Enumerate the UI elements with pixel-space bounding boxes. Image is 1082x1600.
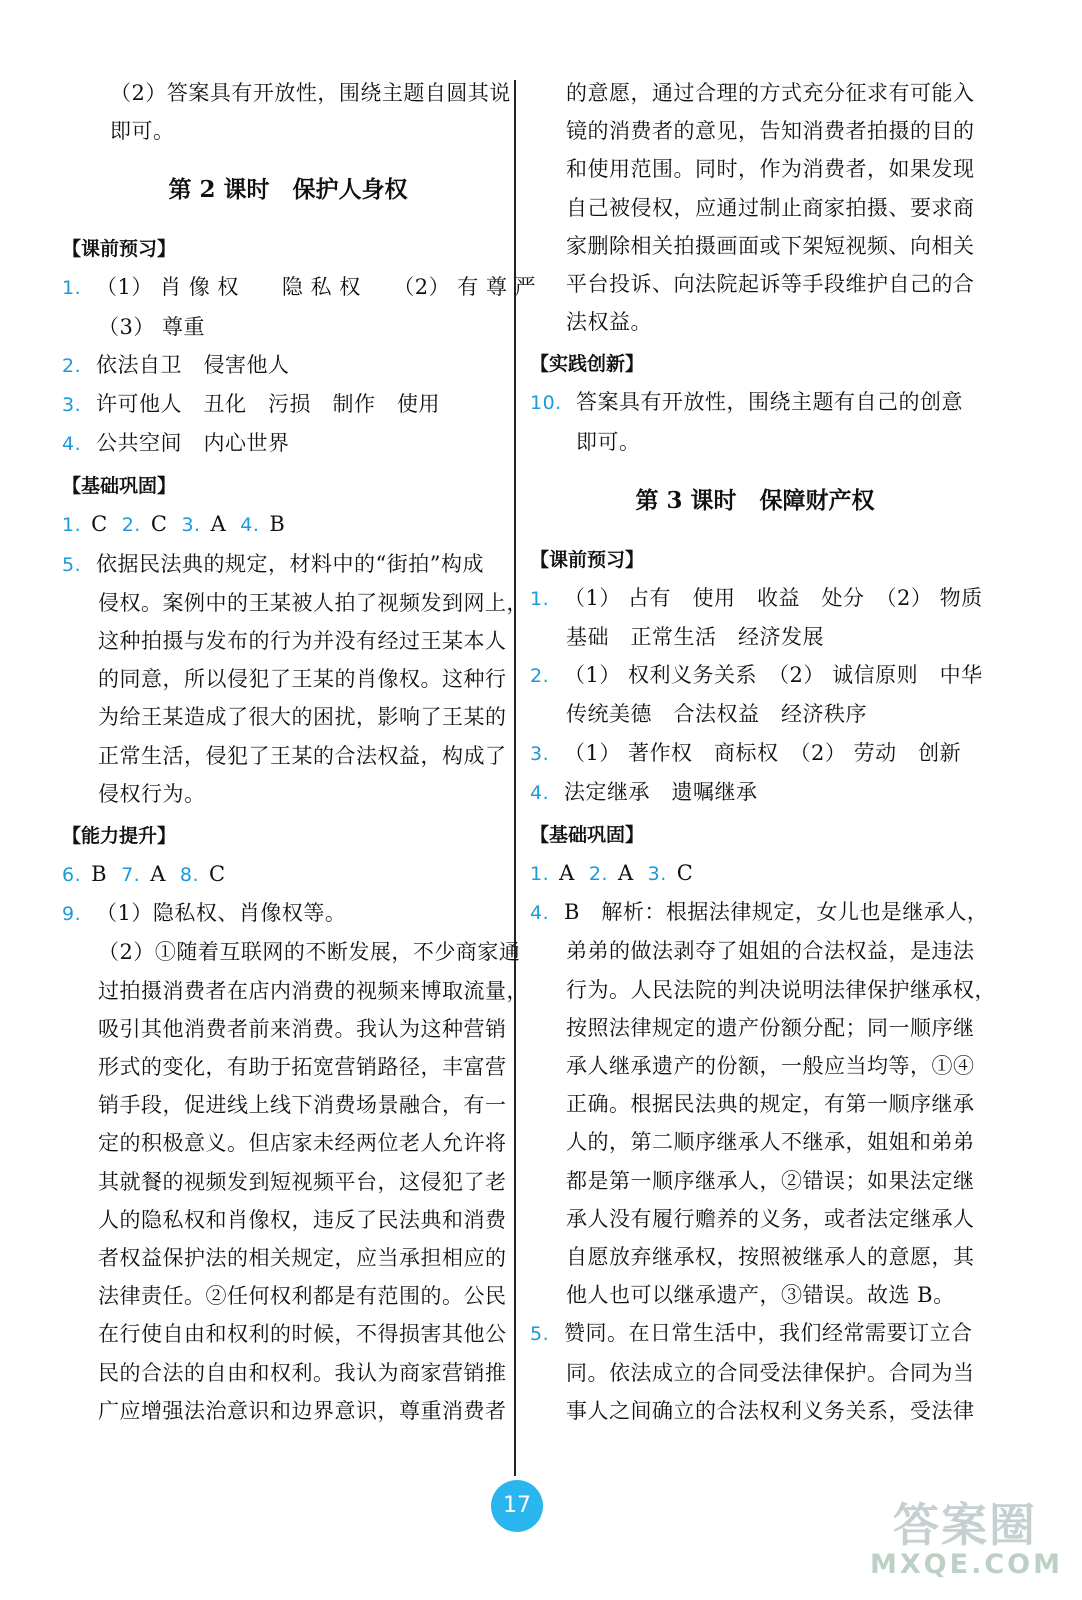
answer-text: 许可他人 丑化 污损 制作 使用	[96, 392, 440, 417]
answer-text: 依据民法典的规定，材料中的“街拍”构成	[96, 551, 484, 576]
question-number: 3.	[647, 863, 667, 886]
answer-text: （1） 占有 使用 收益 处分 （2） 物质	[564, 585, 983, 610]
answer-text: 其就餐的视频发到短视频平台，这侵犯了老	[98, 1169, 507, 1194]
answer-text: 他人也可以继承遗产，③错误。故选 B。	[566, 1283, 955, 1308]
intro-line: 即可。	[110, 119, 175, 144]
answer-text: 家删除相关拍摄画面或下架短视频、向相关	[566, 233, 975, 258]
answer-text: 人的，第二顺序继承人不继承，姐姐和弟弟	[566, 1130, 975, 1155]
lesson-title: 第 2 课时 保护人身权	[168, 176, 408, 204]
answer-text: 答案具有开放性，围绕主题有自己的创意	[576, 390, 963, 415]
section-header: 【能力提升】	[62, 825, 177, 848]
answer-text: 和使用范围。同时，作为消费者，如果发现	[566, 157, 975, 182]
answer-text: 平台投诉、向法院起诉等手段维护自己的合	[566, 272, 975, 297]
answer-text: 民的合法的自由和权利。我认为商家营销推	[98, 1360, 507, 1385]
answer-text: 的同意，所以侵犯了王某的肖像权。这种行	[98, 667, 507, 692]
answer-text: 过拍摄消费者在店内消费的视频来博取流量，	[98, 978, 528, 1003]
question-number: 1.	[62, 277, 82, 300]
answer-row	[62, 855, 514, 894]
question-number: 8.	[179, 864, 200, 887]
answer-text: 法律责任。②任何权利都是有范围的。公民	[98, 1284, 507, 1309]
answer-text: 承人没有履行赡养的义务，或者法定继承人	[566, 1206, 975, 1231]
question-number: 4.	[530, 902, 550, 925]
answer-text: 这种拍摄与发布的行为并没有经过王某本人	[98, 629, 507, 654]
question-number: 3.	[530, 742, 550, 765]
question-number: 2.	[588, 863, 608, 886]
watermark-logo	[870, 1498, 1063, 1580]
page-number-badge: 17	[491, 1480, 543, 1532]
question-number: 2.	[530, 665, 550, 688]
answer-text: 的意愿，通过合理的方式充分征求有可能入	[566, 81, 975, 105]
answer-text: 定的积极意义。但店家未经两位老人允许将	[98, 1131, 507, 1156]
answer-text: 自己被侵权，应通过制止商家拍摄、要求商	[566, 195, 975, 220]
question-number: 3.	[62, 394, 82, 417]
answer-choice: C	[91, 512, 108, 537]
answer-text: 镜的消费者的意见，告知消费者拍摄的目的	[566, 119, 975, 144]
answer-text: 公共空间 内心世界	[96, 431, 290, 456]
question-number: 9.	[62, 903, 82, 926]
question-number: 5.	[530, 1323, 550, 1346]
answer-text: 为给王某造成了很大的困扰，影响了王某的	[98, 705, 507, 730]
answer-choice: C	[676, 861, 694, 886]
answer-text: 广应增强法治意识和边界意识，尊重消费者	[98, 1398, 507, 1423]
answer-text: 在行使自由和权利的时候，不得损害其他公	[98, 1322, 507, 1347]
section-header: 【课前预习】	[62, 238, 177, 261]
question-number: 1.	[530, 863, 550, 886]
question-number: 2.	[62, 354, 82, 377]
answer-row	[62, 505, 514, 544]
question-number: 4.	[240, 514, 260, 537]
answer-text: 法权益。	[566, 310, 652, 335]
answer-choice: A	[210, 512, 227, 537]
answer-choice: B	[91, 862, 108, 887]
intro-line: （2）答案具有开放性，围绕主题自圆其说	[110, 81, 511, 105]
lesson-title: 第 3 课时 保障财产权	[635, 486, 875, 514]
answer-text: （2）①随着互联网的不断发展，不少商家通	[98, 940, 521, 965]
section-header: 【基础巩固】	[62, 475, 177, 498]
answer-text: （1） 权利义务关系 （2） 诚信原则 中华	[564, 663, 983, 688]
answer-text: 承人继承遗产的份额，一般应当均等，①④	[566, 1054, 975, 1079]
answer-text: 法定继承 遗嘱继承	[564, 779, 758, 804]
section-header: 【基础巩固】	[530, 824, 645, 847]
answer-choice: A	[150, 862, 166, 887]
answer-text: 依法自卫 侵害他人	[96, 352, 290, 377]
answer-text: 事人之间确立的合法权利义务关系，受法律	[566, 1398, 975, 1423]
answer-text: 正确。根据民法典的规定，有第一顺序继承	[566, 1092, 975, 1117]
answer-text: （1） 肖 像 权 隐 私 权 （2） 有 尊 严	[96, 275, 537, 300]
right-column	[530, 74, 996, 1430]
question-number: 3.	[181, 514, 201, 537]
question-number: 10.	[530, 392, 562, 415]
answer-text: 侵权。案例中的王某被人拍了视频发到网上，	[98, 590, 528, 615]
answer-text: 行为。人民法院的判决说明法律保护继承权，	[566, 977, 996, 1002]
answer-text: 基础 正常生活 经济发展	[566, 625, 824, 650]
answer-choice: A	[617, 861, 634, 886]
answer-text: 同。依法成立的合同受法律保护。合同为当	[566, 1360, 975, 1385]
left-column	[62, 74, 537, 1430]
answer-text: 销手段，促进线上线下消费场景融合，有一	[98, 1093, 507, 1118]
answer-choice: B	[269, 512, 286, 537]
answer-text: 弟弟的做法剥夺了姐姐的合法权益，是违法	[566, 939, 975, 964]
section-header: 【实践创新】	[530, 353, 645, 376]
answer-text: 吸引其他消费者前来消费。我认为这种营销	[98, 1016, 507, 1041]
question-number: 1.	[530, 587, 550, 610]
watermark-url: MXQE.COM	[870, 1549, 1063, 1580]
answer-text: （1）隐私权、肖像权等。	[96, 901, 347, 926]
question-number: 7.	[121, 864, 141, 887]
answer-text: 按照法律规定的遗产份额分配；同一顺序继	[566, 1015, 975, 1040]
answer-text: 传统美德 合法权益 经济秩序	[566, 702, 867, 727]
answer-choice: C	[150, 512, 168, 537]
answer-text: （3） 尊重	[98, 314, 206, 339]
question-number: 6.	[62, 864, 82, 887]
answer-text: B 解析：根据法律规定，女儿也是继承人，	[564, 900, 989, 925]
answer-text: 者权益保护法的相关规定，应当承担相应的	[98, 1246, 507, 1271]
answer-text: 正常生活，侵犯了王某的合法权益，构成了	[98, 743, 507, 768]
answer-choice: A	[559, 861, 575, 886]
section-header: 【课前预习】	[530, 548, 645, 571]
answer-text: 自愿放弃继承权，按照被继承人的意愿，其	[566, 1245, 975, 1270]
answer-text: 人的隐私权和肖像权，违反了民法典和消费	[98, 1207, 507, 1232]
answer-choice: C	[209, 862, 226, 887]
answer-text: 侵权行为。	[98, 781, 206, 806]
answer-text: 赞同。在日常生活中，我们经常需要订立合	[564, 1321, 973, 1346]
answer-text: 即可。	[576, 429, 641, 454]
answer-row	[530, 854, 980, 893]
question-number: 1.	[62, 514, 82, 537]
question-number: 2.	[121, 514, 141, 537]
answer-text: 形式的变化，有助于拓宽营销路径，丰富营	[98, 1055, 507, 1080]
question-number: 5.	[62, 553, 82, 576]
answer-text: 都是第一顺序继承人，②错误；如果法定继	[566, 1168, 975, 1193]
watermark-text: 答案圈	[893, 1498, 1037, 1552]
answer-text: （1） 著作权 商标权 （2） 劳动 创新	[564, 740, 962, 765]
question-number: 4.	[530, 781, 550, 804]
question-number: 4.	[62, 433, 82, 456]
